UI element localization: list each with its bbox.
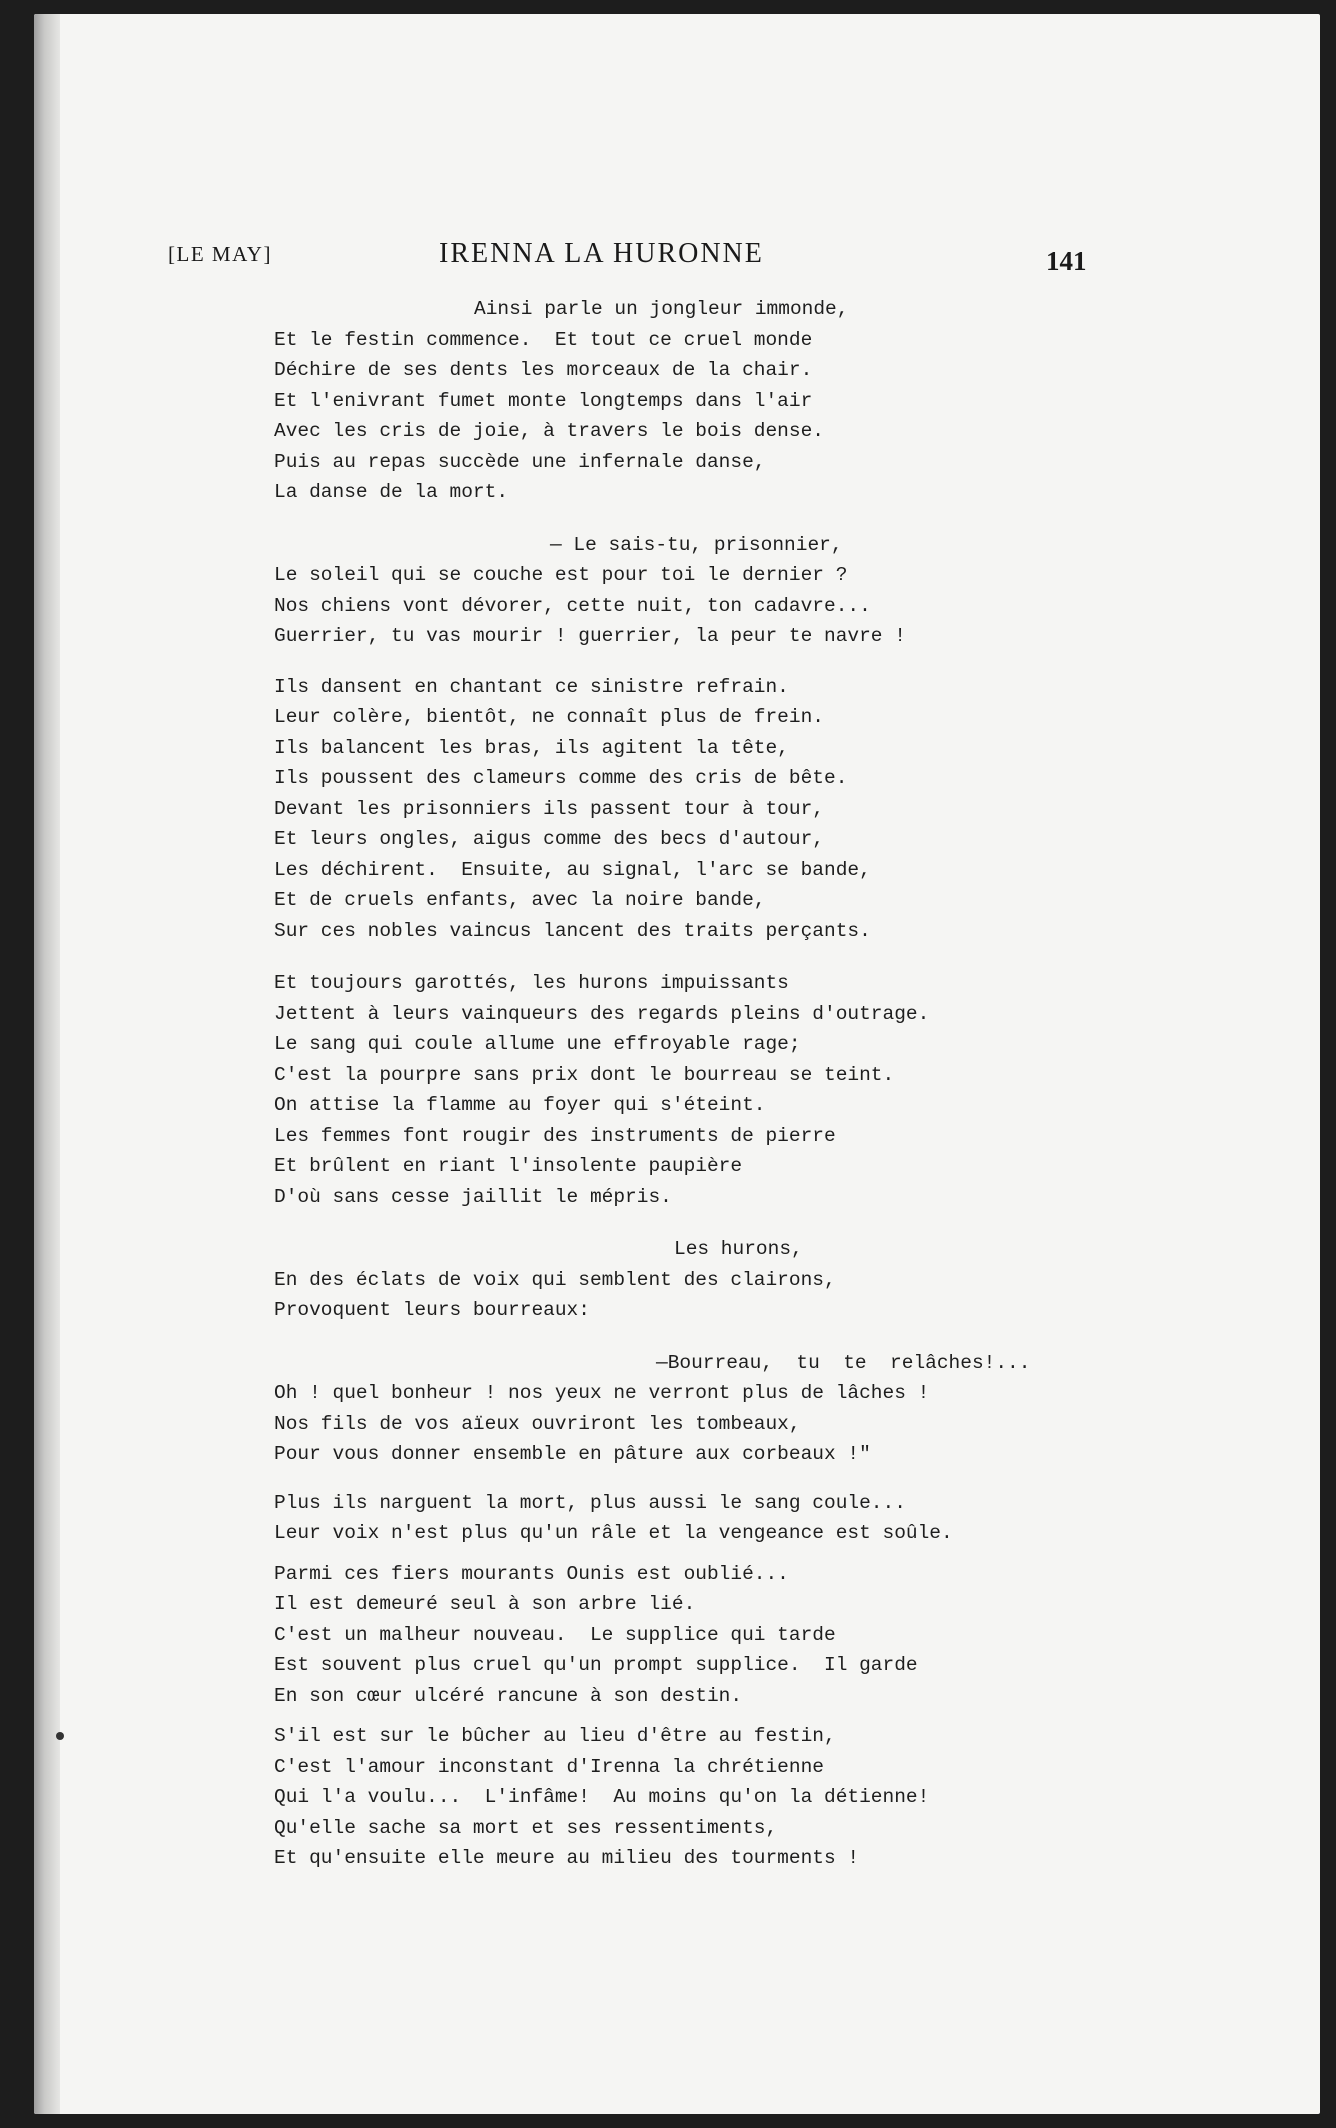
verse-line: Le sang qui coule allume une effroyable rage;	[274, 1033, 801, 1055]
verse-line: Les hurons,	[674, 1238, 803, 1260]
verse-line: On attise la flamme au foyer qui s'éteint.	[274, 1094, 766, 1116]
verse-line: Guerrier, tu vas mourir ! guerrier, la peur te navre !	[274, 625, 906, 647]
stanza-gap	[274, 1326, 1274, 1348]
verse-line: Ils dansent en chantant ce sinistre refrain.	[274, 675, 789, 698]
verse-line: Jettent à leurs vainqueurs des regards pleins d'outrage.	[274, 1002, 930, 1025]
verse-line: Sur ces nobles vaincus lancent des traits perçants.	[274, 919, 871, 942]
verse-line: Les femmes font rougir des instruments de pierre	[274, 1124, 836, 1147]
verse-line: — Le sais-tu, prisonnier,	[550, 533, 843, 556]
stanza-gap	[274, 1470, 1274, 1488]
verse-line: Ils balancent les bras, ils agitent la tête,	[274, 736, 789, 759]
verse-line: La danse de la mort.	[274, 481, 509, 503]
stanza-gap	[274, 1711, 1274, 1721]
verse-line: Devant les prisonniers ils passent tour à tour,	[274, 797, 824, 820]
verse-line: Avec les cris de joie, à travers le bois dense.	[274, 420, 824, 442]
verse-line: Et de cruels enfants, avec la noire bande,	[274, 889, 766, 911]
verse-line: Ils poussent des clameurs comme des cris de bête.	[274, 767, 848, 789]
verse-line: Plus ils narguent la mort, plus aussi le sang coule...	[274, 1491, 906, 1514]
stanza-gap	[274, 1549, 1274, 1559]
margin-ink-dot	[56, 1732, 64, 1740]
verse-line: C'est un malheur nouveau. Le supplice qui tarde	[274, 1623, 836, 1646]
verse-line: Nos chiens vont dévorer, cette nuit, ton cadavre...	[274, 594, 871, 617]
stanza	[274, 530, 1274, 652]
verse-line: Les déchirent. Ensuite, au signal, l'arc se bande,	[274, 858, 871, 881]
page-title: IRENNA LA HURONNE	[439, 238, 764, 269]
stanza-gap	[274, 946, 1274, 968]
stanza	[274, 1559, 1274, 1712]
verse-line: Leur colère, bientôt, ne connaît plus de frein.	[274, 706, 824, 728]
stanza-gap	[274, 1212, 1274, 1234]
verse-line: C'est l'amour inconstant d'Irenna la chrétienne	[274, 1755, 824, 1778]
verse-line: En son cœur ulcéré rancune à son destin.	[274, 1684, 743, 1707]
verse-line: Est souvent plus cruel qu'un prompt supplice. Il garde	[274, 1654, 918, 1676]
stanza	[274, 968, 1274, 1212]
stanza	[274, 1348, 1274, 1470]
verse-line: Leur voix n'est plus qu'un râle et la vengeance est soûle.	[274, 1522, 953, 1544]
verse-line: Nos fils de vos aïeux ouvriront les tombeaux,	[274, 1412, 801, 1435]
verse-line: Qui l'a voulu... L'infâme! Au moins qu'on la détienne!	[274, 1786, 930, 1808]
author-tag: [LE MAY]	[168, 242, 272, 266]
verse-line: C'est la pourpre sans prix dont le bourreau se teint.	[274, 1063, 895, 1086]
page-number: 141	[1046, 246, 1087, 276]
stanza	[274, 672, 1274, 947]
poem-body	[274, 294, 1274, 1874]
verse-line: Il est demeuré seul à son arbre lié.	[274, 1593, 696, 1615]
page-gutter-shadow	[34, 14, 60, 2114]
verse-line: Le soleil qui se couche est pour toi le dernier ?	[274, 564, 848, 586]
verse-line: Puis au repas succède une infernale danse,	[274, 450, 766, 473]
stanza	[274, 1721, 1274, 1874]
verse-line: Oh ! quel bonheur ! nos yeux ne verront plus de lâches !	[274, 1382, 930, 1404]
verse-line: Parmi ces fiers mourants Ounis est oublié...	[274, 1562, 789, 1585]
verse-line: D'où sans cesse jaillit le mépris.	[274, 1185, 672, 1208]
verse-line: Et l'enivrant fumet monte longtemps dans l'air	[274, 389, 813, 412]
stanza-gap	[274, 652, 1274, 672]
running-head	[34, 232, 1320, 282]
verse-line: Et brûlent en riant l'insolente paupière	[274, 1155, 743, 1177]
verse-line: Qu'elle sache sa mort et ses ressentiments,	[274, 1816, 778, 1839]
stanza	[274, 294, 1274, 508]
verse-line: En des éclats de voix qui semblent des clairons,	[274, 1268, 836, 1291]
verse-line: Ainsi parle un jongleur immonde,	[474, 298, 849, 320]
verse-line: Provoquent leurs bourreaux:	[274, 1299, 590, 1321]
stanza	[274, 1488, 1274, 1549]
verse-line: Et leurs ongles, aigus comme des becs d'autour,	[274, 828, 824, 850]
verse-line: Déchire de ses dents les morceaux de la chair.	[274, 359, 813, 381]
verse-line: Et toujours garottés, les hurons impuissants	[274, 972, 789, 994]
stanza	[274, 1234, 1274, 1326]
stanza-gap	[274, 508, 1274, 530]
book-page	[34, 14, 1320, 2114]
verse-line: Et qu'ensuite elle meure au milieu des tourments !	[274, 1847, 860, 1869]
verse-line: S'il est sur le bûcher au lieu d'être au festin,	[274, 1725, 836, 1747]
verse-line: —Bourreau, tu te relâches!...	[656, 1351, 1031, 1374]
verse-line: Pour vous donner ensemble en pâture aux corbeaux !"	[274, 1443, 871, 1465]
verse-line: Et le festin commence. Et tout ce cruel monde	[274, 328, 813, 351]
